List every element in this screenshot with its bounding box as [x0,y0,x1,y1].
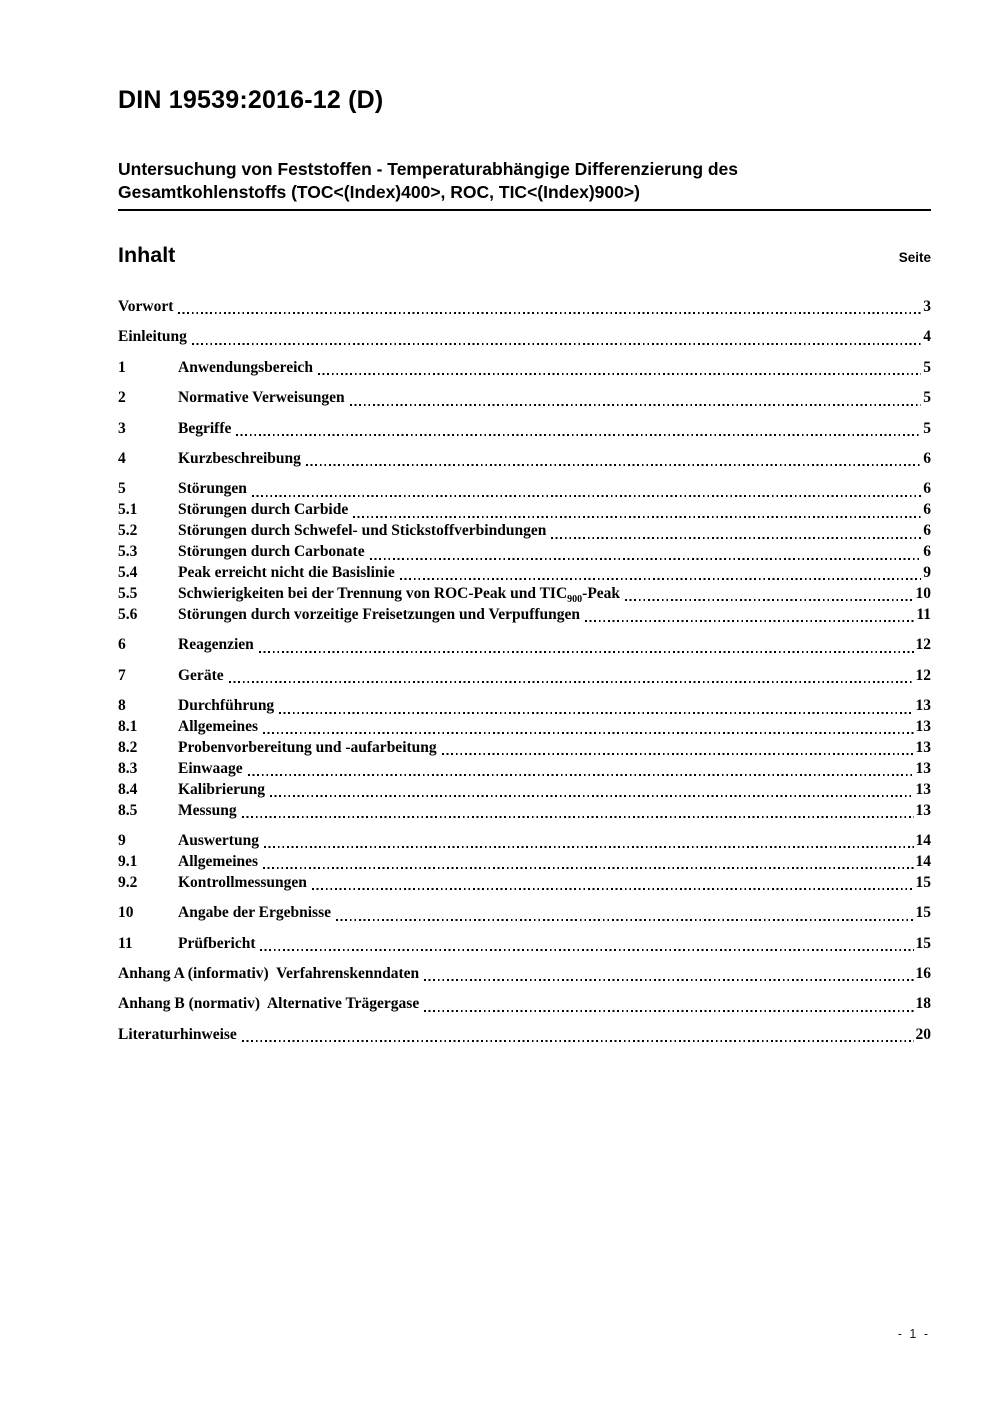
toc-row [118,419,931,440]
toc-dot-leader [279,712,913,714]
toc-entry-label: Einleitung [118,328,187,346]
toc-entry-number: 8.1 [118,718,138,735]
toc-row [118,994,931,1015]
toc-entry-page: 11 [916,605,931,623]
toc-entry-label: Durchführung [178,697,275,715]
toc-entry-page: 3 [923,298,931,315]
toc-dot-leader [242,1040,914,1042]
toc-entry-number: 5.4 [118,564,138,582]
toc-entry-page: 6 [923,450,931,468]
toc-page-column-label: Seite [898,250,931,265]
toc-entry-page: 13 [915,738,931,756]
toc-entry-label: Einwaage [178,759,243,777]
toc-entry-number: 7 [118,666,126,684]
toc-entry-number: 2 [118,389,126,407]
toc-entry-page: 13 [915,718,931,735]
toc-entry-number: 9.2 [118,873,138,891]
toc-entry-number: 5 [118,480,126,498]
toc-row [118,327,931,348]
toc-entry-label: Messung [178,801,237,819]
toc-entry-page: 6 [923,522,931,540]
toc-entry-number: 5.5 [118,584,138,602]
toc-entry-page: 13 [915,780,931,798]
toc-dot-leader [263,867,913,869]
toc-entry-page: 20 [915,1025,931,1043]
document-title-line2: Gesamtkohlenstoffs (TOC<(Index)400>, ROC, TIC<(Index)900>) [118,182,640,202]
toc-dot-leader [178,312,921,314]
toc-row [118,449,931,470]
toc-entry-subscript: 900 [567,594,583,606]
toc-entry-page: 16 [915,965,931,983]
document-number: DIN 19539:2016-12 (D) [118,86,384,114]
document-title [118,158,931,204]
toc-entry-label: Allgemeines [178,852,259,870]
toc-entry-number: 5.6 [118,605,138,623]
toc-dot-leader [270,795,914,797]
toc-entry-page: 10 [915,584,931,602]
toc-entry-page: 18 [915,995,931,1013]
toc-entry-page: 15 [915,904,931,922]
toc-dot-leader [585,620,914,622]
document-title-line1: Untersuchung von Feststoffen - Temperaturabhängige Differenzierung des [118,159,739,179]
toc-row [118,801,931,822]
toc-row [118,964,931,985]
toc-row [118,831,931,852]
toc-entry-number: 11 [118,934,133,952]
toc-entry-page: 5 [923,389,931,407]
toc-entry-page: 15 [915,934,931,952]
toc-row [118,903,931,924]
toc-entry-label: Geräte [178,666,224,684]
toc-row [118,500,931,521]
toc-entry-label: Kurzbeschreibung [178,450,301,468]
toc-dot-leader [192,343,921,345]
page-number-footer: - 1 - [897,1327,930,1341]
toc-entry-page: 14 [915,852,931,870]
toc-entry-label: Angabe der Ergebnisse [178,904,332,922]
toc-row [118,521,931,542]
toc-row [118,563,931,584]
toc-list [118,297,931,1046]
toc-entry-label: Störungen durch Carbide [178,501,349,519]
toc-entry-label: Auswertung [178,832,259,850]
toc-entry-label: Kontrollmessungen [178,873,307,891]
toc-row [118,358,931,379]
toc-entry-label: Störungen durch Schwefel- und Stickstoffverbindungen [178,522,547,540]
title-divider [118,209,931,211]
toc-entry-number: 4 [118,450,126,468]
toc-entry-page: 13 [915,801,931,819]
toc-dot-leader [264,846,914,848]
toc-dot-leader [370,558,922,560]
toc-entry-number: 1 [118,358,126,376]
toc-entry-label: Schwierigkeiten bei der Trennung von ROC-Peak und $TIC_{900}$-Peak [178,584,621,606]
toc-row [118,696,931,717]
toc-row [118,717,931,738]
toc-entry-label: Störungen durch vorzeitige Freisetzungen und Verpuffungen [178,605,581,623]
toc-row [118,479,931,500]
toc-entry-page: 6 [923,480,931,498]
toc-dot-leader [336,919,913,921]
toc-entry-number: 5.1 [118,501,138,519]
toc-header [118,243,931,268]
toc-entry-number: 10 [118,904,134,922]
toc-entry-label: Normative Verweisungen [178,389,345,407]
toc-entry-label: Reagenzien [178,636,254,654]
toc-entry-label: Anhang B (normativ) Alternative Trägergase [118,995,420,1013]
toc-entry-page: 12 [915,636,931,654]
toc-entry-number: 3 [118,419,126,437]
toc-entry-label: Anwendungsbereich [178,358,313,376]
toc-entry-label: Anhang A (informativ) Verfahrenskenndaten [118,965,420,983]
toc-entry-label: Kalibrierung [178,780,265,798]
toc-entry-label: Allgemeines [178,718,259,735]
toc-row [118,873,931,894]
toc-dot-leader [252,495,921,497]
toc-dot-leader [312,888,914,890]
toc-dot-leader [236,434,921,436]
toc-dot-leader [229,681,914,683]
toc-dot-leader [551,537,921,539]
toc-dot-leader [442,753,914,755]
toc-entry-number: 8 [118,697,126,715]
toc-row [118,666,931,687]
toc-row [118,780,931,801]
toc-dot-leader [424,1010,913,1012]
toc-dot-leader [248,774,914,776]
toc-entry-number: 9.1 [118,852,138,870]
toc-entry-number: 6 [118,636,126,654]
toc-entry-page: 13 [915,759,931,777]
toc-dot-leader [424,979,913,981]
toc-entry-number: 8.5 [118,801,138,819]
toc-row [118,542,931,563]
toc-entry-page: 6 [923,501,931,519]
toc-row [118,738,931,759]
toc-row [118,297,931,318]
toc-entry-label: Störungen durch Carbonate [178,543,365,561]
toc-entry-label: Peak erreicht nicht die Basislinie [178,564,395,582]
toc-dot-leader [400,578,922,580]
toc-dot-leader [242,816,914,818]
toc-entry-number: 8.2 [118,738,138,756]
toc-row [118,934,931,955]
toc-row [118,635,931,656]
toc-row [118,388,931,409]
toc-row [118,605,931,626]
toc-entry-number: 8.4 [118,780,138,798]
toc-entry-page: 9 [923,564,931,582]
toc-dot-leader [263,732,913,734]
toc-entry-number: 8.3 [118,759,138,777]
toc-entry-number: 9 [118,832,126,850]
toc-entry-label: Vorwort [118,298,174,315]
toc-row [118,852,931,873]
toc-entry-number: 5.3 [118,543,138,561]
toc-entry-page: 5 [923,358,931,376]
page-content [118,0,931,1046]
toc-dot-leader [306,464,921,466]
toc-entry-label: Störungen [178,480,247,498]
toc-entry-label: Prüfbericht [178,934,256,952]
toc-entry-page: 12 [915,666,931,684]
toc-entry-page: 6 [923,543,931,561]
toc-row [118,1025,931,1046]
toc-heading: Inhalt [118,243,176,267]
toc-entry-page: 5 [923,419,931,437]
toc-dot-leader [625,599,913,601]
toc-entry-page: 14 [915,832,931,850]
toc-entry-label: Probenvorbereitung und -aufarbeitung [178,738,437,756]
toc-entry-page: 15 [915,873,931,891]
toc-row [118,584,931,605]
toc-entry-page: 4 [923,328,931,346]
toc-entry-number: 5.2 [118,522,138,540]
toc-entry-label: Literaturhinweise [118,1025,237,1043]
toc-dot-leader [350,404,922,406]
toc-entry-page: 13 [915,697,931,715]
toc-dot-leader [259,651,914,653]
toc-entry-label: Begriffe [178,419,232,437]
toc-dot-leader [353,516,921,518]
toc-row [118,759,931,780]
toc-dot-leader [260,949,913,951]
toc-dot-leader [318,373,921,375]
